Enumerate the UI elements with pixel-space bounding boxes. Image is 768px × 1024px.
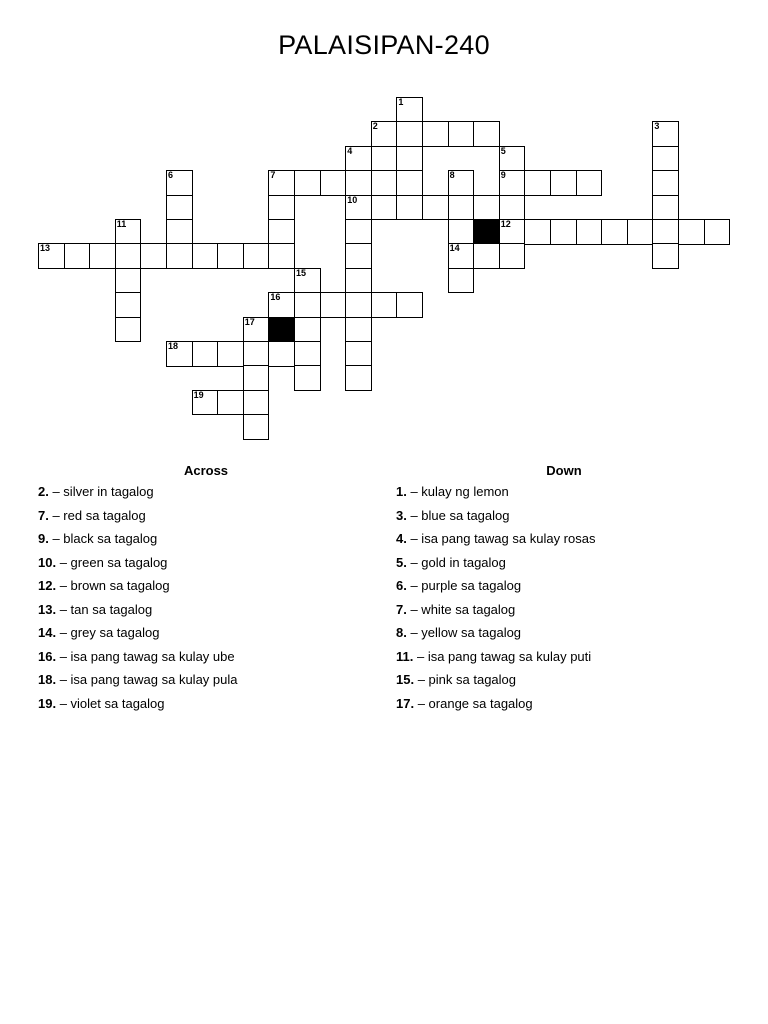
across-clue [38, 530, 238, 554]
crossword-cell[interactable] [473, 121, 500, 147]
clue-text: – gold in tagalog [410, 554, 506, 570]
clue-number: 14 [449, 243, 460, 254]
crossword-cell[interactable] [115, 292, 142, 318]
crossword-cell[interactable] [396, 292, 423, 318]
clue-text: – grey sa tagalog [59, 625, 160, 640]
down-clue [396, 624, 595, 648]
crossword-cell[interactable] [243, 243, 270, 269]
crossword-cell[interactable] [345, 146, 372, 172]
crossword-cell[interactable] [678, 219, 705, 245]
crossword-cell[interactable] [243, 317, 270, 343]
clue-number: 18 [168, 341, 179, 351]
clue-number: 8 [449, 170, 455, 181]
down-heading: Down [546, 463, 582, 478]
crossword-cell[interactable] [268, 170, 295, 196]
crossword-cell[interactable] [652, 170, 679, 196]
crossword-cell[interactable] [396, 146, 423, 172]
clue-number: 7 [270, 170, 276, 181]
crossword-cell[interactable] [345, 292, 372, 318]
clue-number: 18. [38, 672, 57, 687]
clue-text: – pink sa tagalog [417, 672, 516, 687]
clue-text: – isa pang tawag sa kulay puti [416, 648, 592, 664]
crossword-cell[interactable] [473, 243, 500, 269]
down-clue [396, 601, 595, 625]
crossword-cell[interactable] [89, 243, 116, 269]
crossword-cell[interactable] [499, 195, 526, 221]
crossword-cell[interactable] [345, 243, 372, 269]
clue-number: 13. [38, 601, 57, 617]
crossword-cell[interactable] [294, 268, 321, 294]
crossword-cell[interactable] [448, 268, 475, 294]
crossword-cell[interactable] [652, 146, 679, 172]
crossword-cell[interactable] [243, 365, 270, 391]
crossword-cell[interactable] [652, 243, 679, 269]
crossword-cell[interactable] [448, 219, 475, 245]
crossword-cell[interactable] [627, 219, 654, 245]
crossword-cell[interactable] [345, 317, 372, 343]
crossword-cell[interactable] [473, 195, 500, 221]
clue-text: – red sa tagalog [52, 507, 146, 523]
clue-number: 6. [396, 578, 407, 593]
crossword-cell[interactable] [243, 341, 270, 367]
crossword-cell[interactable] [345, 195, 372, 221]
crossword-cell[interactable] [217, 390, 244, 416]
clue-number: 12 [500, 219, 511, 229]
crossword-cell[interactable] [371, 292, 398, 318]
down-clue [396, 554, 595, 578]
crossword-cell[interactable] [524, 219, 551, 245]
crossword-cell[interactable] [652, 195, 679, 221]
clue-number: 13 [40, 243, 51, 254]
crossword-cell[interactable] [294, 317, 321, 343]
crossword-cell[interactable] [217, 341, 244, 367]
crossword-cell[interactable] [38, 243, 65, 269]
clue-text: – black sa tagalog [52, 531, 158, 546]
crossword-cell[interactable] [371, 195, 398, 221]
clue-number: 16. [38, 648, 57, 664]
crossword-cell[interactable] [371, 121, 398, 147]
clue-text: – silver in tagalog [52, 484, 154, 499]
crossword-cell[interactable] [396, 97, 423, 123]
crossword-cell[interactable] [166, 341, 193, 367]
crossword-cell[interactable] [576, 219, 603, 245]
across-heading: Across [183, 463, 229, 478]
clue-number: 14. [38, 625, 57, 640]
crossword-cell[interactable] [166, 219, 193, 245]
crossword-cell[interactable] [115, 243, 142, 269]
crossword-cell[interactable] [499, 170, 526, 196]
clue-text: – violet sa tagalog [59, 695, 165, 711]
clue-text: – orange sa tagalog [417, 695, 533, 711]
clue-text: – isa pang tawag sa kulay ube [59, 648, 235, 664]
blocked-cell [268, 317, 295, 343]
crossword-cell[interactable] [268, 219, 295, 245]
crossword-cell[interactable] [396, 195, 423, 221]
clue-number: 19 [193, 389, 204, 400]
crossword-cell[interactable] [422, 195, 449, 221]
clue-number: 9. [38, 531, 49, 546]
blocked-cell [473, 219, 500, 245]
clue-number: 2. [38, 484, 49, 499]
clue-number: 5. [396, 554, 407, 570]
crossword-cell[interactable] [166, 170, 193, 196]
crossword-cell[interactable] [294, 170, 321, 196]
page-title: PALAISIPAN-240 [278, 30, 490, 60]
clue-number: 19. [38, 695, 57, 711]
clue-number: 6 [168, 170, 174, 181]
crossword-cell[interactable] [422, 121, 449, 147]
clue-number: 3 [654, 121, 660, 132]
clue-text: – isa pang tawag sa kulay rosas [410, 531, 596, 546]
clue-number: 15. [396, 672, 415, 687]
clue-number: 17. [396, 695, 415, 711]
crossword-cell[interactable] [320, 292, 347, 318]
clue-number: 17 [244, 316, 255, 327]
crossword-cell[interactable] [268, 292, 295, 318]
crossword-cell[interactable] [243, 414, 270, 440]
crossword-cell[interactable] [448, 121, 475, 147]
clue-text: – brown sa tagalog [59, 578, 170, 593]
clue-text: – blue sa tagalog [410, 507, 510, 523]
across-clue-list [38, 483, 238, 718]
crossword-cell[interactable] [499, 219, 526, 245]
crossword-cell[interactable] [268, 195, 295, 221]
crossword-cell[interactable] [192, 243, 219, 269]
crossword-cell[interactable] [268, 243, 295, 269]
crossword-cell[interactable] [550, 219, 577, 245]
clue-text: – yellow sa tagalog [410, 625, 522, 640]
crossword-cell[interactable] [320, 170, 347, 196]
crossword-cell[interactable] [294, 292, 321, 318]
crossword-cell[interactable] [652, 121, 679, 147]
crossword-cell[interactable] [192, 341, 219, 367]
crossword-cell[interactable] [448, 170, 475, 196]
crossword-cell[interactable] [294, 365, 321, 391]
clue-number: 10 [347, 194, 358, 205]
crossword-cell[interactable] [550, 170, 577, 196]
crossword-cell[interactable] [345, 170, 372, 196]
clue-number: 11. [396, 648, 414, 664]
crossword-cell[interactable] [345, 219, 372, 245]
clue-number: 8. [396, 625, 407, 640]
crossword-cell[interactable] [115, 268, 142, 294]
clue-text: – tan sa tagalog [59, 601, 153, 617]
crossword-cell[interactable] [524, 170, 551, 196]
across-clue [38, 695, 238, 719]
crossword-cell[interactable] [652, 219, 679, 245]
crossword-cell[interactable] [371, 146, 398, 172]
down-clue [396, 483, 595, 507]
clue-number: 4 [347, 145, 353, 156]
crossword-cell[interactable] [345, 365, 372, 391]
crossword-cell[interactable] [294, 341, 321, 367]
crossword-cell[interactable] [345, 268, 372, 294]
down-clue [396, 671, 595, 695]
across-clue [38, 577, 238, 601]
crossword-cell[interactable] [268, 341, 295, 367]
crossword-cell[interactable] [396, 170, 423, 196]
crossword-cell[interactable] [499, 243, 526, 269]
crossword-cell[interactable] [396, 121, 423, 147]
down-clue-list [396, 483, 595, 718]
clue-number: 4. [396, 531, 407, 546]
crossword-grid [0, 0, 768, 440]
clue-number: 1. [396, 484, 407, 499]
crossword-cell[interactable] [64, 243, 91, 269]
clue-number: 3. [396, 507, 407, 523]
clue-number: 9 [500, 170, 506, 181]
clue-number: 5 [500, 145, 506, 156]
clue-number: 7. [396, 601, 407, 617]
clue-number: 15 [296, 267, 307, 278]
crossword-cell[interactable] [140, 243, 167, 269]
down-clue [396, 507, 595, 531]
across-clue [38, 648, 238, 672]
across-clue [38, 554, 238, 578]
across-clue [38, 507, 238, 531]
clue-text: – isa pang tawag sa kulay pula [59, 672, 238, 687]
crossword-cell[interactable] [115, 219, 142, 245]
crossword-cell[interactable] [345, 341, 372, 367]
clue-number: 12. [38, 578, 57, 593]
clue-number: 11 [116, 219, 127, 229]
crossword-cell[interactable] [192, 390, 219, 416]
crossword-cell[interactable] [166, 195, 193, 221]
crossword-cell[interactable] [115, 317, 142, 343]
down-clue [396, 530, 595, 554]
crossword-cell[interactable] [243, 390, 270, 416]
across-clue [38, 601, 238, 625]
clue-number: 10. [38, 554, 57, 570]
across-clue [38, 624, 238, 648]
clue-number: 7. [38, 507, 49, 523]
clue-number: 16 [270, 292, 281, 303]
clue-text: – white sa tagalog [410, 601, 516, 617]
clue-text: – green sa tagalog [59, 554, 168, 570]
crossword-cell[interactable] [217, 243, 244, 269]
crossword-cell[interactable] [448, 195, 475, 221]
crossword-cell[interactable] [704, 219, 731, 245]
clue-number: 2 [372, 121, 378, 132]
crossword-cell[interactable] [448, 243, 475, 269]
crossword-cell[interactable] [499, 146, 526, 172]
clue-number: 1 [398, 97, 404, 107]
down-clue [396, 577, 595, 601]
clue-text: – kulay ng lemon [410, 484, 509, 499]
crossword-cell[interactable] [601, 219, 628, 245]
crossword-cell[interactable] [371, 170, 398, 196]
crossword-cell[interactable] [166, 243, 193, 269]
across-clue [38, 483, 238, 507]
clue-text: – purple sa tagalog [410, 578, 522, 593]
across-clue [38, 671, 238, 695]
down-clue [396, 695, 595, 719]
crossword-cell[interactable] [576, 170, 603, 196]
down-clue [396, 648, 595, 672]
